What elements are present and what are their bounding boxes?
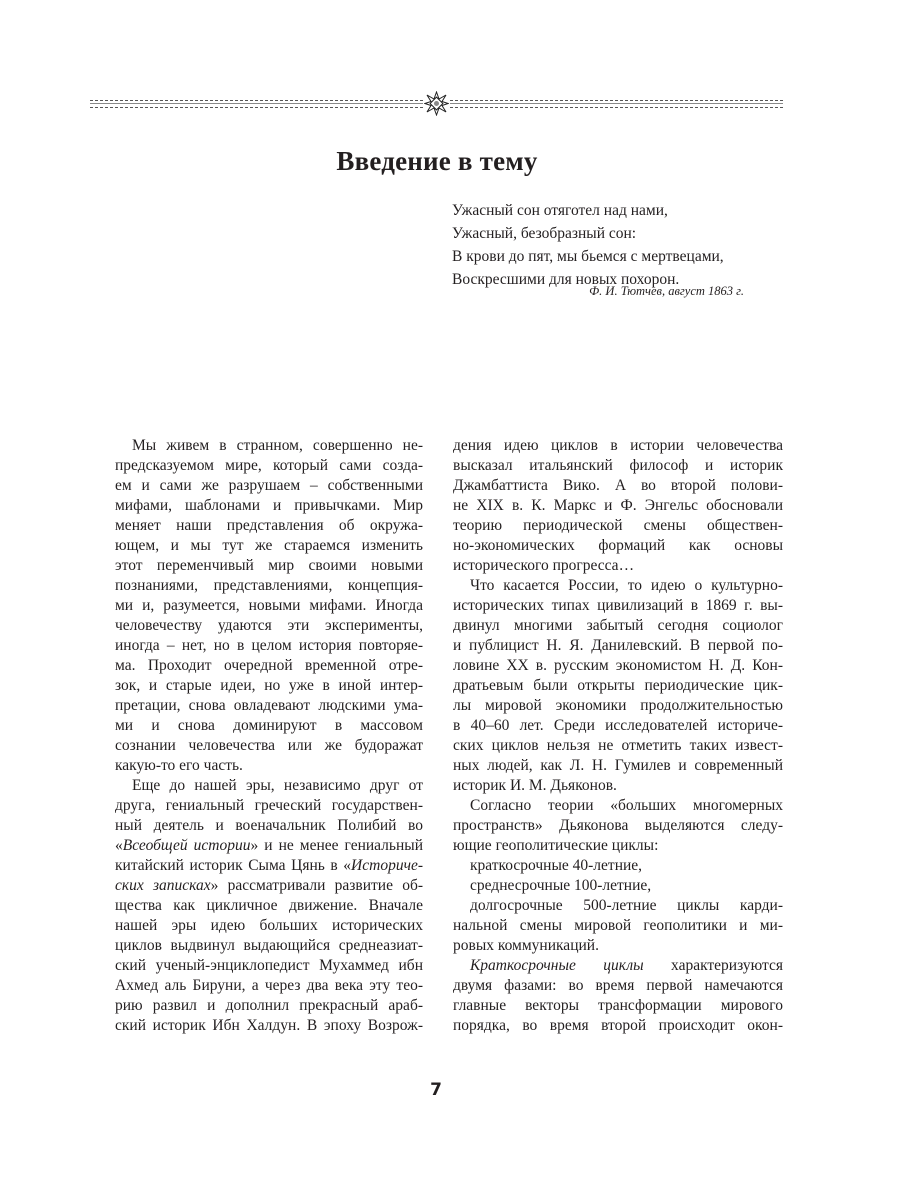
text-line — [115, 856, 423, 876]
text-segment: дения идею циклов в истории человечества — [453, 437, 783, 454]
text-line — [453, 676, 783, 696]
text-segment: » и не менее гениальный — [250, 837, 423, 854]
text-segment: краткосрочные 40-летние, — [470, 857, 643, 874]
text-column-left — [115, 436, 423, 1036]
text-line — [115, 536, 423, 556]
text-line — [453, 796, 783, 816]
text-line — [453, 656, 783, 676]
text-segment: Джамбаттиста Вико. А во второй полови- — [453, 477, 783, 494]
text-segment: « — [115, 837, 123, 854]
text-segment: зок, и старые идеи, но уже в иной интер- — [115, 677, 423, 694]
text-segment: » рассматривали развитие об- — [210, 877, 423, 894]
text-segment: ских циклов нельзя не отметить таких извест- — [453, 737, 783, 754]
paragraph — [453, 436, 783, 576]
text-line — [453, 516, 783, 536]
text-line — [115, 616, 423, 636]
text-line — [115, 636, 423, 656]
text-line — [453, 896, 783, 916]
text-segment: лы мировой экономики продолжительностью — [453, 697, 783, 714]
text-segment: познаниями, представлениями, концепция- — [115, 577, 423, 594]
italic-text: Краткосрочные циклы — [470, 957, 644, 974]
text-line — [115, 476, 423, 496]
text-line — [453, 956, 783, 976]
text-line — [453, 556, 783, 576]
text-line — [115, 776, 423, 796]
text-segment: исторических типах цивилизаций в 1869 г. вы- — [453, 597, 783, 614]
text-line — [115, 796, 423, 816]
epigraph-line: Воскресшими для новых похорон. — [452, 271, 680, 288]
text-line — [453, 576, 783, 596]
text-line — [115, 736, 423, 756]
paragraph — [453, 896, 783, 956]
paragraph — [115, 436, 423, 776]
text-line — [115, 596, 423, 616]
paragraph — [453, 576, 783, 796]
text-segment: ми и, разумеется, новыми мифами. Иногда — [115, 597, 423, 614]
epigraph-line: Ужасный сон отяготел над нами, — [452, 202, 668, 219]
text-segment: но-экономических формаций как основы — [453, 537, 783, 554]
text-segment: двинул многими забытый сегодня социолог — [453, 617, 783, 634]
text-line — [115, 996, 423, 1016]
star-ornament-icon — [424, 91, 449, 116]
text-line — [115, 436, 423, 456]
text-line — [115, 556, 423, 576]
text-segment: ющие геополитические циклы: — [453, 837, 659, 854]
text-segment: циклов выдвинул выдающийся среднеазиат- — [115, 937, 423, 954]
text-line — [453, 876, 783, 896]
text-segment: теорию периодической смены обществен- — [453, 517, 783, 534]
text-segment: нальной смены мировой геополитики и ми- — [453, 917, 783, 934]
text-line — [453, 496, 783, 516]
page-number: 7 — [430, 1080, 442, 1100]
text-segment: Ахмед аль Бируни, а через два века эту тео- — [115, 977, 423, 994]
text-segment: главные векторы трансформации мирового — [453, 997, 783, 1014]
text-line — [115, 756, 423, 776]
text-segment: Мы живем в странном, совершенно не- — [132, 437, 423, 454]
text-line — [115, 656, 423, 676]
italic-text: ских записках — [115, 877, 211, 894]
text-line — [115, 836, 423, 856]
text-segment: ский ученый-энциклопедист Мухаммед ибн — [115, 957, 423, 974]
text-line — [115, 1016, 423, 1036]
text-line — [115, 896, 423, 916]
text-line — [453, 976, 783, 996]
text-segment: ный деятель и военачальник Полибий во — [115, 817, 423, 834]
text-line — [115, 976, 423, 996]
text-line — [453, 596, 783, 616]
text-segment: щества как цикличное движение. Вначале — [115, 897, 423, 914]
paragraph — [115, 776, 423, 1036]
text-line — [453, 776, 783, 796]
text-segment: высказал итальянский философ и историк — [453, 457, 783, 474]
text-line — [453, 816, 783, 836]
text-segment: китайский историк Сыма Цянь в « — [115, 857, 352, 874]
paragraph — [453, 856, 783, 876]
text-segment: долгосрочные 500-летние циклы карди- — [470, 897, 783, 914]
text-line — [453, 856, 783, 876]
text-line — [453, 436, 783, 456]
text-line — [115, 576, 423, 596]
chapter-title: Введение в тему — [336, 146, 538, 176]
text-segment: сознании человечества или же будоражат — [115, 737, 423, 754]
text-segment: характеризуются — [643, 957, 783, 974]
text-segment: не XIX в. К. Маркс и Ф. Энгельс обосновали — [453, 497, 783, 514]
italic-text: Историче- — [351, 857, 423, 874]
text-segment: Согласно теории «больших многомерных — [470, 797, 783, 814]
text-line — [453, 616, 783, 636]
text-line — [453, 476, 783, 496]
text-line — [453, 756, 783, 776]
text-line — [453, 936, 783, 956]
italic-text: Всеобщей истории — [122, 837, 251, 854]
text-segment: какую-то его часть. — [115, 757, 243, 774]
text-line — [453, 456, 783, 476]
text-segment: ми и снова доминируют в массовом — [115, 717, 423, 734]
text-line — [453, 736, 783, 756]
header-rule-left — [90, 100, 423, 108]
text-line — [453, 636, 783, 656]
text-line — [115, 956, 423, 976]
text-segment: двумя фазами: во время первой намечаются — [453, 977, 783, 994]
text-line — [453, 996, 783, 1016]
text-line — [115, 456, 423, 476]
text-segment: историк И. М. Дьяконов. — [453, 777, 617, 794]
text-line — [453, 716, 783, 736]
text-segment: ма. Проходит очередной временной отре- — [115, 657, 423, 674]
text-segment: меняет наши представления об окружа- — [115, 517, 423, 534]
text-line — [453, 696, 783, 716]
text-line — [453, 536, 783, 556]
text-segment: человечеству удаются эти эксперименты, — [115, 617, 423, 634]
text-line — [115, 696, 423, 716]
text-segment: исторического прогресса… — [453, 557, 635, 574]
text-segment: рию развил и дополнил прекрасный араб- — [115, 997, 423, 1014]
text-segment: и публицист Н. Я. Данилевский. В первой по- — [453, 637, 783, 654]
text-line — [115, 676, 423, 696]
text-line — [453, 916, 783, 936]
text-segment: порядка, во время второй происходит окон- — [453, 1017, 783, 1034]
text-segment: в 40–60 лет. Среди исследователей историче- — [453, 717, 783, 734]
text-line — [115, 516, 423, 536]
text-segment: дратьевым были открыты периодические цик- — [453, 677, 783, 694]
text-segment: ровых коммуникаций. — [453, 937, 599, 954]
text-segment: ем и сами же разрушаем – собственными — [115, 477, 423, 494]
text-segment: ловине XX в. русским экономистом Н. Д. Кон- — [453, 657, 783, 674]
text-line — [115, 876, 423, 896]
text-line — [115, 936, 423, 956]
paragraph — [453, 956, 783, 1036]
text-segment: иногда – нет, но в целом история повторяе- — [115, 637, 423, 654]
epigraph — [452, 199, 724, 291]
text-segment: ных людей, как Л. Н. Гумилев и современный — [453, 757, 783, 774]
text-line — [453, 1016, 783, 1036]
text-line — [115, 716, 423, 736]
text-segment: пространств» Дьяконова выделяются следу- — [453, 817, 783, 834]
header-rule-right — [450, 100, 783, 108]
epigraph-line: Ужасный, безобразный сон: — [452, 225, 637, 242]
epigraph-attribution: Ф. И. Тютчев, август 1863 г. — [589, 284, 744, 298]
text-line — [115, 916, 423, 936]
text-segment: мифами, шаблонами и привычками. Мир — [115, 497, 423, 514]
text-segment: друга, гениальный греческий государствен- — [115, 797, 423, 814]
text-segment: нашей эры идею больших исторических — [115, 917, 423, 934]
text-segment: среднесрочные 100-летние, — [470, 877, 652, 894]
text-segment: Еще до нашей эры, независимо друг от — [132, 777, 423, 794]
text-segment: Что касается России, то идею о культурно- — [470, 577, 783, 594]
text-segment: ский историк Ибн Халдун. В эпоху Возрож- — [115, 1017, 423, 1034]
text-segment: предсказуемом мире, который сами созда- — [115, 457, 423, 474]
paragraph — [453, 876, 783, 896]
text-segment: претации, снова овладевают людскими ума- — [115, 697, 423, 714]
paragraph — [453, 796, 783, 856]
text-column-right — [453, 436, 783, 1036]
text-line — [453, 836, 783, 856]
text-segment: этот переменчивый мир своими новыми — [115, 557, 423, 574]
text-line — [115, 496, 423, 516]
epigraph-line: В крови до пят, мы бьемся с мертвецами, — [452, 248, 724, 265]
text-segment: ющем, и мы тут же стараемся изменить — [115, 537, 423, 554]
text-line — [115, 816, 423, 836]
